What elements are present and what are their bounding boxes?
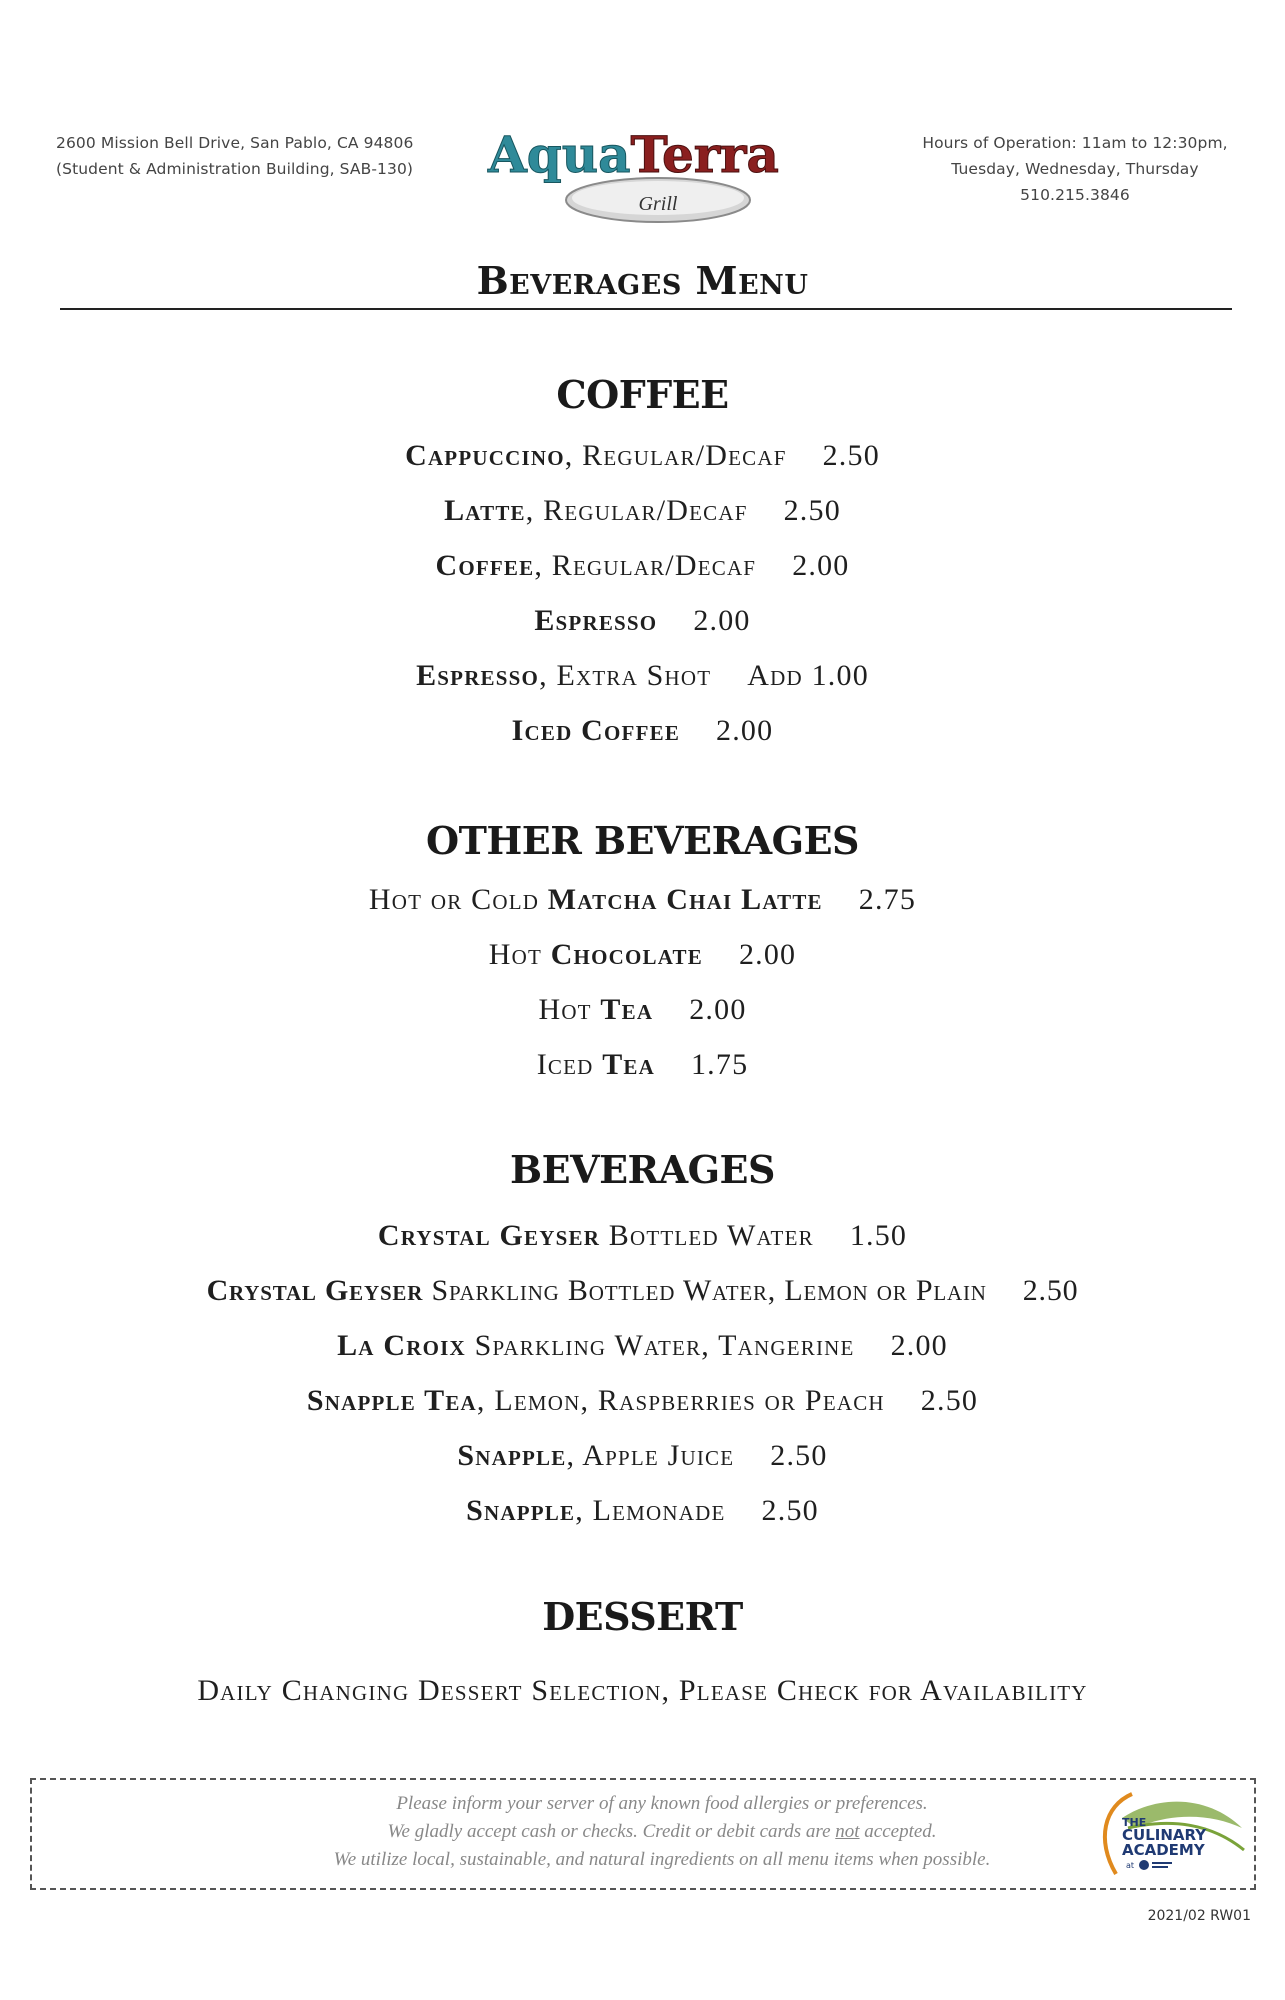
item-price: 2.50 <box>822 439 880 472</box>
menu-item <box>0 927 1285 982</box>
item-price: 1.75 <box>690 1048 749 1081</box>
menu-item <box>0 1663 1285 1718</box>
section-heading-other-beverages: OTHER BEVERAGES <box>425 818 859 863</box>
item-price: 2.00 <box>689 993 747 1026</box>
item-name: Latte <box>444 494 526 527</box>
payment-note-text: We gladly accept cash or checks. Credit or debit cards are <box>387 1821 836 1842</box>
college-seal-icon <box>1139 1860 1149 1870</box>
item-price: 2.75 <box>858 883 917 916</box>
aquaterra-grill-logo <box>478 120 838 230</box>
item-name: Chocolate <box>550 938 703 971</box>
item-price: 2.50 <box>761 1494 819 1527</box>
hours-line: Hours of Operation: 11am to 12:30pm, <box>922 134 1228 152</box>
item-desc: Daily Changing Dessert Selection, Please Check for Availability <box>197 1674 1088 1707</box>
item-name: Espresso <box>416 659 540 692</box>
item-name: Crystal Geyser <box>377 1219 601 1252</box>
item-price: 2.50 <box>770 1439 828 1472</box>
menu-item <box>0 1263 1285 1318</box>
item-name: Coffee <box>435 549 535 582</box>
menu-item <box>0 1428 1285 1483</box>
item-name: Snapple <box>466 1494 576 1527</box>
address-block <box>56 130 436 182</box>
menu-item <box>0 593 1285 648</box>
menu-item <box>0 1373 1285 1428</box>
menu-item <box>0 648 1285 703</box>
item-desc: , Lemonade <box>575 1494 726 1527</box>
address-building: (Student & Administration Building, SAB-130) <box>56 160 414 178</box>
allergy-note: Please inform your server of any known food allergies or preferences. <box>396 1793 928 1814</box>
beverages-list <box>0 1208 1285 1538</box>
logo-terra-part: Terra <box>630 125 779 184</box>
item-price: Add 1.00 <box>747 659 869 692</box>
logo-culinary-text: CULINARY <box>1122 1826 1207 1844</box>
other-beverages-list <box>0 872 1285 1092</box>
footer-notes <box>232 1790 1092 1874</box>
address-line: 2600 Mission Bell Drive, San Pablo, CA 94806 <box>56 134 414 152</box>
item-price: 2.00 <box>792 549 850 582</box>
logo-grill-text: Grill <box>638 193 678 215</box>
item-price: 1.50 <box>849 1219 908 1252</box>
item-price: 2.50 <box>783 494 841 527</box>
item-desc: , Regular/Decaf <box>525 494 748 527</box>
section-heading-dessert: DESSERT <box>542 1594 743 1639</box>
footer-notice-box <box>30 1778 1256 1890</box>
item-desc: Bottled Water <box>600 1219 814 1252</box>
item-price: 2.00 <box>738 938 797 971</box>
item-prefix: Hot <box>538 993 601 1026</box>
page-title: Beverages Menu <box>476 258 809 303</box>
item-prefix: Hot or Cold <box>368 883 548 916</box>
item-name: Crystal Geyser <box>206 1274 424 1307</box>
college-wordmark-line <box>1152 1866 1168 1868</box>
logo-at-text: at <box>1126 1861 1135 1870</box>
item-name: Snapple <box>457 1439 567 1472</box>
item-name: Matcha Chai Latte <box>547 883 823 916</box>
menu-item <box>0 1483 1285 1538</box>
college-wordmark-icon <box>1152 1862 1172 1864</box>
item-desc: , Extra Shot <box>539 659 712 692</box>
phone-number: 510.215.3846 <box>1020 186 1130 204</box>
section-heading-beverages: BEVERAGES <box>510 1147 775 1192</box>
item-name: Iced Coffee <box>511 714 681 747</box>
culinary-academy-logo <box>1092 1788 1252 1884</box>
menu-item <box>0 538 1285 593</box>
menu-item <box>0 982 1285 1037</box>
logo-academy-text: ACADEMY <box>1122 1841 1205 1859</box>
item-name: Tea <box>600 993 654 1026</box>
payment-note <box>232 1818 1092 1846</box>
menu-item <box>0 1208 1285 1263</box>
item-name: Espresso <box>534 604 658 637</box>
item-desc: , Lemon, Raspberries or Peach <box>476 1384 885 1417</box>
menu-item <box>0 1037 1285 1092</box>
item-desc: Sparkling Bottled Water, Lemon or Plain <box>423 1274 987 1307</box>
menu-item <box>0 1318 1285 1373</box>
section-heading-coffee: COFFEE <box>556 372 729 417</box>
menu-item <box>0 872 1285 927</box>
item-desc: Sparkling Water, Tangerine <box>465 1329 855 1362</box>
payment-note-emphasis: not <box>835 1821 860 1842</box>
hours-block <box>905 130 1245 208</box>
item-prefix: Iced <box>536 1048 603 1081</box>
item-desc: , Regular/Decaf <box>534 549 757 582</box>
item-name: Cappuccino <box>405 439 565 472</box>
item-price: 2.50 <box>920 1384 979 1417</box>
coffee-list <box>0 428 1285 758</box>
ingredients-note: We utilize local, sustainable, and natural ingredients on all menu items when possible. <box>333 1849 991 1870</box>
item-name: Snapple Tea <box>306 1384 477 1417</box>
title-divider <box>60 308 1232 310</box>
item-price: 2.50 <box>1022 1274 1079 1307</box>
menu-item <box>0 483 1285 538</box>
item-desc: , Apple Juice <box>566 1439 735 1472</box>
logo-aqua-text <box>487 125 779 184</box>
dessert-list <box>0 1663 1285 1718</box>
payment-note-end: accepted. <box>859 1821 937 1842</box>
menu-item <box>0 703 1285 758</box>
item-name: Tea <box>602 1048 655 1081</box>
item-price: 2.00 <box>716 714 774 747</box>
menu-item <box>0 428 1285 483</box>
item-name: La Croix <box>337 1329 466 1362</box>
logo-aqua-part: Aqua <box>488 125 631 184</box>
hours-days: Tuesday, Wednesday, Thursday <box>951 160 1199 178</box>
item-price: 2.00 <box>693 604 751 637</box>
version-code: 2021/02 RW01 <box>1147 1908 1251 1924</box>
logo-the-text: THE <box>1122 1816 1147 1829</box>
item-prefix: Hot <box>488 938 551 971</box>
item-desc: , Regular/Decaf <box>564 439 787 472</box>
item-price: 2.00 <box>890 1329 948 1362</box>
